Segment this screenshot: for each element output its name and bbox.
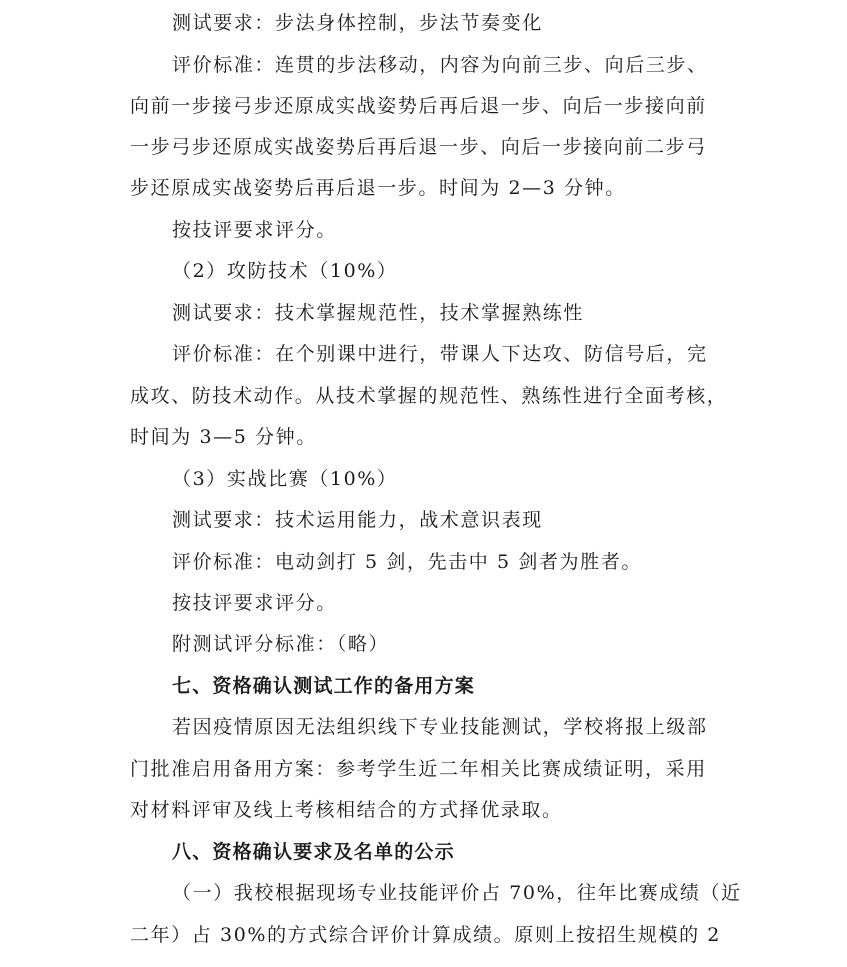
paragraph-line: 成攻、防技术动作。从技术掌握的规范性、熟练性进行全面考核， xyxy=(130,385,728,407)
paragraph-line: 向前一步接弓步还原成实战姿势后再后退一步、向后一步接向前 xyxy=(130,95,707,117)
paragraph-line: 时间为 3—5 分钟。 xyxy=(130,426,317,448)
paragraph-line: 步还原成实战姿势后再后退一步。时间为 2—3 分钟。 xyxy=(130,177,626,199)
paragraph-line: 附测试评分标准：（略） xyxy=(172,633,390,655)
paragraph-line: 评价标准：在个别课中进行，带课人下达攻、防信号后，完 xyxy=(172,343,708,365)
subsection-title: （2）攻防技术（10%） xyxy=(172,260,398,282)
paragraph-line: （一）我校根据现场专业技能评价占 70%，往年比赛成绩（近 xyxy=(172,882,742,904)
paragraph-line: 二年）占 30%的方式综合评价计算成绩。原则上按招生规模的 2 xyxy=(130,924,721,946)
subsection-title: （3）实战比赛（10%） xyxy=(172,468,398,490)
paragraph-line: 评价标准：连贯的步法移动，内容为向前三步、向后三步、 xyxy=(172,54,708,76)
paragraph-line: 评价标准：电动剑打 5 剑，先击中 5 剑者为胜者。 xyxy=(172,551,642,573)
paragraph-line: 测试要求：技术运用能力，战术意识表现 xyxy=(172,509,543,531)
paragraph-line: 若因疫情原因无法组织线下专业技能测试，学校将报上级部 xyxy=(172,716,708,738)
paragraph-line: 按技评要求评分。 xyxy=(172,219,337,241)
section-heading: 七、资格确认测试工作的备用方案 xyxy=(172,675,476,697)
paragraph-line: 对材料评审及线上考核相结合的方式择优录取。 xyxy=(130,799,563,821)
paragraph-line: 测试要求：技术掌握规范性，技术掌握熟练性 xyxy=(172,302,585,324)
section-heading: 八、资格确认要求及名单的公示 xyxy=(172,841,455,863)
paragraph-line: 按技评要求评分。 xyxy=(172,592,337,614)
paragraph-line: 测试要求：步法身体控制，步法节奏变化 xyxy=(172,12,543,34)
paragraph-line: 门批准启用备用方案：参考学生近二年相关比赛成绩证明，采用 xyxy=(130,758,707,780)
paragraph-line: 一步弓步还原成实战姿势后再后退一步、向后一步接向前二步弓 xyxy=(130,136,707,158)
